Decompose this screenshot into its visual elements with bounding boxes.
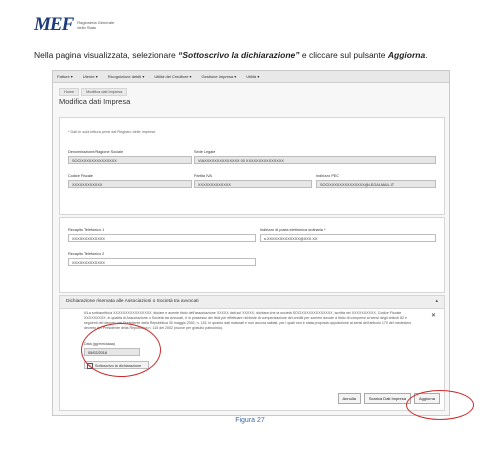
breadcrumb-current: Modifica dati Impresa bbox=[81, 88, 127, 96]
breadcrumb-home[interactable]: Home bbox=[59, 88, 79, 96]
menu-bar bbox=[53, 71, 449, 83]
logo-text: Ragioneria Generale dello Stato bbox=[77, 20, 115, 30]
menu-utilita-creditore[interactable]: Utilità del Creditore ▾ bbox=[154, 74, 192, 79]
email-label: Indirizzo di posta elettronica ordinaria * bbox=[260, 228, 326, 232]
menu-gestione-impresa[interactable]: Gestione Impresa ▾ bbox=[201, 74, 237, 79]
denominazione-label: Denominazione/Ragione Sociale bbox=[68, 150, 124, 154]
sede-field: VIAXXXXXXXXXXXXXX 00 XXXXXXXXXXXXXXX bbox=[194, 156, 436, 164]
instruction-emph2: Aggiorna bbox=[387, 50, 426, 60]
menu-utente[interactable]: Utente ▾ bbox=[82, 74, 98, 79]
codice-fiscale-field: XXXXXXXXXXXX bbox=[68, 180, 192, 188]
scarica-dati-impresa-button[interactable]: Scarica Dati Impresa bbox=[364, 393, 411, 404]
date-field: 05/02/2016 bbox=[84, 348, 140, 356]
partita-iva-field: XXXXXXXXXXXXX bbox=[194, 180, 312, 188]
date-label: Data (gg/mm/aaaa) bbox=[84, 342, 115, 346]
figure-caption: Figura 27 bbox=[235, 417, 265, 424]
close-icon[interactable]: ✕ bbox=[430, 313, 436, 319]
checkbox-checked-icon[interactable]: ✓ bbox=[88, 364, 92, 368]
instruction-emph1: “Sottoscrivo la dichiarazione” bbox=[178, 50, 300, 60]
annotation-ring-checkbox bbox=[81, 323, 161, 377]
pec-field: SOCIXXXXXXXXXXXXXX@LEGALMAIL.IT bbox=[316, 180, 436, 188]
partita-iva-label: Partita IVA bbox=[194, 174, 212, 178]
instruction-prefix: Nella pagina visualizzata, selezionare bbox=[34, 50, 179, 60]
logo-mark: MEF bbox=[34, 14, 74, 35]
tel2-input[interactable]: XXXXXXXXXXXXX bbox=[68, 258, 256, 266]
aggiorna-button[interactable]: Aggiorna bbox=[414, 393, 440, 404]
instruction-suffix: . bbox=[425, 50, 428, 60]
email-input[interactable]: s.XXXXXXXXXXXXX@XXX.XX bbox=[260, 234, 436, 242]
tel2-label: Recapito Telefonico 2 bbox=[68, 252, 105, 256]
breadcrumb bbox=[59, 88, 129, 96]
instruction-text bbox=[34, 50, 428, 60]
sede-label: Sede Legale bbox=[194, 150, 216, 154]
pec-label: Indirizzo PEC bbox=[316, 174, 340, 178]
impresa-readonly-panel bbox=[59, 117, 445, 215]
mef-logo bbox=[34, 14, 117, 36]
menu-fatture[interactable]: Fatture ▾ bbox=[57, 74, 73, 79]
annotation-ring-aggiorna bbox=[406, 390, 474, 420]
recapiti-panel bbox=[59, 217, 445, 293]
page-title: Modifica dati Impresa bbox=[59, 97, 131, 106]
instruction-middle: e cliccare sul pulsante bbox=[299, 50, 388, 60]
annulla-button[interactable]: Annulla bbox=[338, 393, 361, 404]
dichiarazione-title: Dichiarazione riservata alle Associazioni o Società tra avvocati bbox=[60, 296, 444, 309]
tel1-input[interactable]: XXXXXXXXXXXXX bbox=[68, 234, 256, 242]
codice-fiscale-label: Codice Fiscale bbox=[68, 174, 93, 178]
readonly-note: * Dati in sola lettura presi dal Registro delle Imprese bbox=[68, 130, 156, 134]
menu-ricognizione-debiti[interactable]: Ricognizione debiti ▾ bbox=[107, 74, 145, 79]
denominazione-field: SOCIXXXXXXXXXXXXXX bbox=[68, 156, 192, 164]
tel1-label: Recapito Telefonico 1 bbox=[68, 228, 105, 232]
collapse-arrow-icon[interactable]: ▴ bbox=[435, 298, 438, 304]
menu-utilita[interactable]: Utilità ▾ bbox=[246, 74, 260, 79]
checkbox-label: Sottoscrivo la dichiarazione bbox=[95, 364, 142, 368]
dichiarazione-body: Il/La sottoscritto/a XXXXXXXXXXXXXXXX, titolare e avente titolo dell'associazione XXXXX dati sul XXXXX, dichiara che la società SOCIXXXXXXXXXXXXX, iscritta nel XXXXXXXXXX, Codice Fiscale XXXXXXXXX, in qualità di Associazione o Società tra avvocati, è in possesso dei titoli per effettuare richieste di compensazione dei crediti per somme dovute a titolo di compensi ai sensi degli articoli 82 e seguenti del decreto del Presidente della Repubblica 30 maggio 2002, n. 115, in quanto dati maturati e non ancora saldati, per i quali non è stata proposta opposizione ai sensi dell'articolo 170 del medesimo decreto del Presidente della Repubblica n. 115 del 2002 (nuove per gratuito patrocinio). bbox=[84, 311, 412, 330]
